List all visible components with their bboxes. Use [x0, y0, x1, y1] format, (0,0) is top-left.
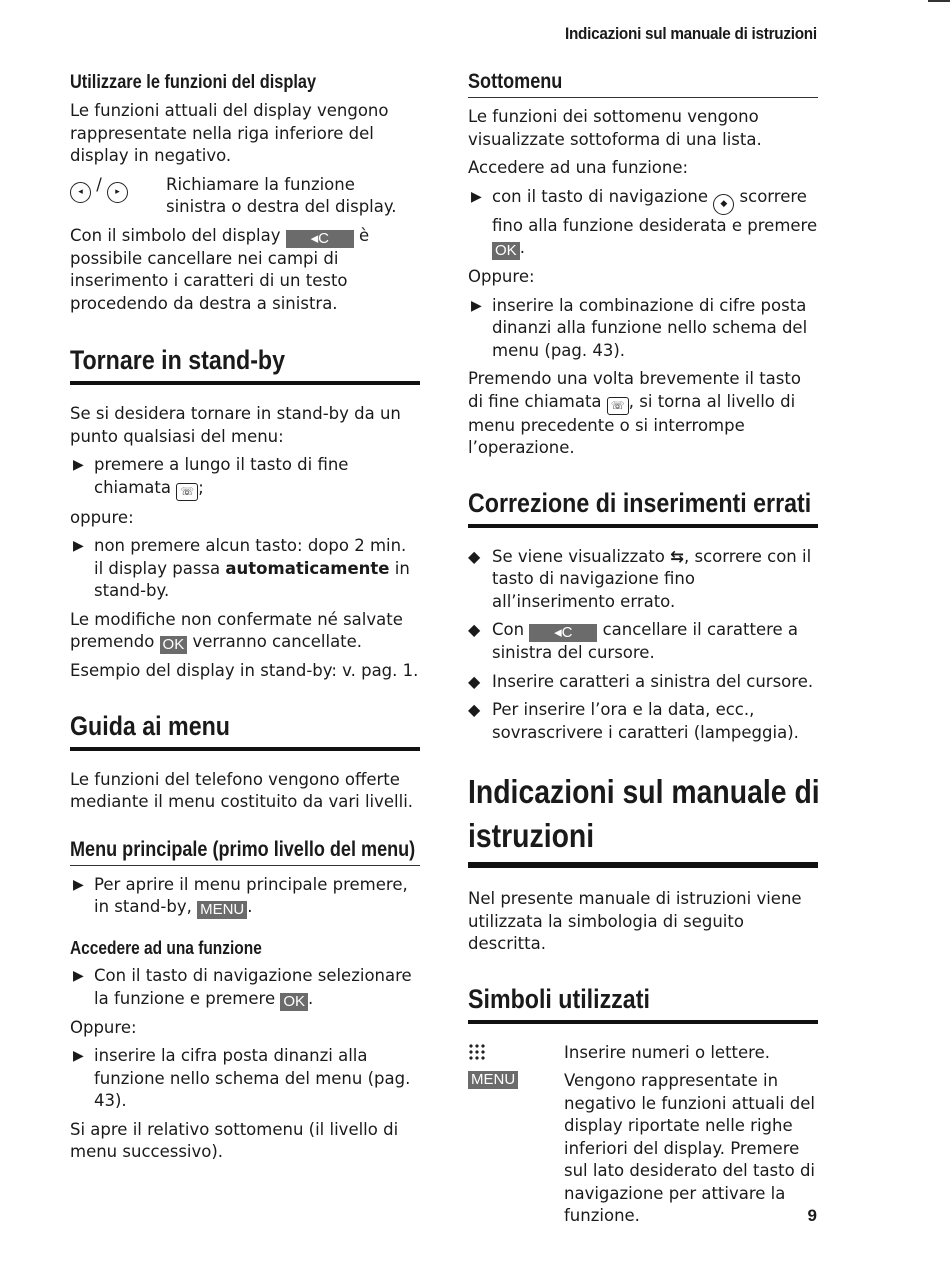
submenu-bullet-2	[468, 295, 818, 363]
end-call-key-icon: ☏	[176, 483, 198, 501]
symbol-menu-text: Vengono rappresentate in negativo le funzioni attuali del display riportate nelle righe inferiori del display. Premere sul lato desiderato del tasto di navigazione per attivare la funzione.	[564, 1071, 816, 1225]
ok-key-icon: OK	[160, 636, 188, 654]
submenu-b1-a: con il tasto di navigazione	[492, 186, 709, 206]
manual-heading-line-1: Indicazioni sul manuale di	[468, 773, 820, 810]
clear-key-icon: ◂C	[529, 624, 597, 642]
bullet-arrow-icon: ▶	[73, 538, 84, 554]
menu-guide-heading: Guida ai menu	[70, 709, 420, 751]
correction-b4-text: Per inserire l’ora e la data, ecc., sovrascrivere i caratteri (lampeggia).	[492, 700, 799, 742]
submenu-return-text	[468, 368, 818, 460]
main-menu-b1-end: .	[247, 897, 253, 916]
standby-b2-a: non premere alcun tasto: dopo 2 min. il display passa	[94, 536, 407, 578]
access-b1-end: .	[308, 988, 314, 1008]
menu-guide-intro: Le funzioni del telefono vengono offerte mediante il menu costituito da vari livelli.	[70, 769, 414, 811]
scroll-arrows-icon: ⇆	[670, 546, 684, 566]
page-number: 9	[807, 1206, 817, 1225]
standby-bullet-2	[70, 535, 420, 603]
return-text-b: , si torna al livello di menu precedente o si interrompe l’operazione.	[468, 391, 796, 457]
menu-key-icon: MENU	[468, 1071, 518, 1089]
correction-heading: Correzione di inserimenti errati	[468, 486, 818, 528]
symbol-row-keypad	[468, 1042, 818, 1065]
correction-bullet-2	[468, 619, 818, 665]
submenu-b1-end: .	[519, 238, 525, 257]
bullet-diamond-icon: ◆	[468, 671, 481, 691]
submenu-text-2: Accedere ad una funzione:	[468, 158, 689, 177]
main-menu-heading: Menu principale (primo livello del menu)	[70, 838, 420, 866]
submenu-bullet-1	[468, 186, 818, 261]
bullet-arrow-icon: ▶	[471, 297, 482, 314]
submenu-text-1: Le funzioni dei sottomenu vengono visualizzate sottoforma di una lista.	[468, 107, 762, 149]
display-functions-heading: Utilizzare le funzioni del display	[70, 72, 317, 93]
submenu-or: Oppure:	[468, 267, 535, 286]
standby-example: Esempio del display in stand-by: v. pag. 1.	[70, 661, 419, 680]
return-text-a: Premendo una volta brevemente il tasto di fine chiamata	[468, 369, 801, 411]
correction-b3-text: Inserire caratteri a sinistra del cursore.	[492, 671, 814, 691]
standby-b1-end: ;	[198, 477, 204, 497]
clear-text-a: Con il simbolo del display	[70, 225, 281, 245]
end-call-key-icon: ☏	[607, 397, 629, 415]
standby-modifications	[70, 609, 420, 655]
standby-heading: Tornare in stand-by	[70, 343, 420, 385]
standby-or: oppure:	[70, 507, 134, 527]
symbol-keypad-text: Inserire numeri o lettere.	[564, 1042, 770, 1062]
correction-b1-a: Se viene visualizzato	[492, 546, 665, 566]
clear-symbol-text	[70, 225, 420, 316]
access-or: Oppure:	[70, 1017, 137, 1037]
main-menu-bullet	[70, 874, 420, 920]
correction-bullet-4	[468, 699, 818, 744]
correction-bullet-1	[468, 546, 818, 614]
mod-text-a: Le modifiche non confermate né salvate premendo	[70, 609, 403, 651]
ok-key-icon: OK	[280, 993, 308, 1011]
standby-b2-bold: automaticamente	[225, 558, 390, 578]
standby-bullet-1	[70, 454, 420, 501]
bullet-arrow-icon: ▶	[73, 968, 84, 984]
correction-b2-b: cancellare il carattere a sinistra del cursore.	[492, 620, 799, 662]
symbols-heading: Simboli utilizzati	[468, 982, 818, 1024]
bullet-diamond-icon: ◆	[468, 546, 481, 566]
navigation-key-right-icon: ▸	[107, 182, 128, 203]
bullet-diamond-icon: ◆	[468, 700, 481, 719]
nav-keys-row	[70, 174, 420, 219]
navigation-key-left-icon: ◂	[70, 182, 91, 203]
main-menu-b1-text: Per aprire il menu principale premere, in stand-by,	[94, 874, 408, 916]
access-bullet-2	[70, 1045, 420, 1113]
ok-key-icon: OK	[492, 242, 520, 260]
submenu-opens-text: Si apre il relativo sottomenu (il livello di menu successivo).	[70, 1119, 399, 1161]
access-bullet-1	[70, 965, 420, 1011]
submenu-b1-b: scorrere fino alla funzione desiderata e premere	[492, 186, 818, 235]
bullet-arrow-icon: ▶	[471, 188, 482, 205]
right-column	[468, 70, 818, 1234]
bullet-diamond-icon: ◆	[468, 620, 481, 639]
access-b2-text: inserire la cifra posta dinanzi alla funzione nello schema del menu (pag. 43).	[94, 1046, 411, 1110]
correction-b1-b: , scorrere con il tasto di navigazione fino all’inserimento errato.	[492, 546, 812, 611]
left-column	[70, 70, 420, 1170]
manual-intro: Nel presente manuale di istruzioni viene utilizzata la simbologia di seguito descritta.	[468, 889, 802, 953]
manual-heading	[468, 770, 818, 868]
mod-text-b: verranno cancellate.	[192, 632, 363, 651]
symbol-row-menu	[468, 1070, 818, 1228]
access-function-heading: Accedere ad una funzione	[70, 938, 262, 958]
display-functions-text: Le funzioni attuali del display vengono rappresentate nella riga inferiore del display in negativo.	[70, 101, 389, 165]
clear-text-b: è possibile cancellare nei campi di inserimento i caratteri di un testo procedendo da destra a sinistra.	[70, 225, 370, 313]
bullet-arrow-icon: ▶	[73, 457, 84, 473]
access-b1-text: Con il tasto di navigazione selezionare la funzione e premere	[94, 966, 412, 1008]
running-header: Indicazioni sul manuale di istruzioni	[565, 24, 817, 43]
nav-keys-group	[70, 174, 128, 203]
correction-b2-a: Con	[492, 620, 525, 639]
submenu-b2-text: inserire la combinazione di cifre posta dinanzi alla funzione nello schema del menu (pag. 43).	[492, 295, 808, 360]
page-corner-mark	[928, 0, 950, 2]
bullet-arrow-icon: ▶	[73, 1048, 84, 1064]
standby-b1-text: premere a lungo il tasto di fine chiamata	[94, 455, 349, 497]
manual-heading-line-2: istruzioni	[468, 817, 595, 854]
keypad-icon	[468, 1043, 486, 1061]
standby-b2-c: in stand-by.	[94, 558, 410, 600]
correction-bullet-3	[468, 671, 818, 694]
navigation-key-icon: ◆	[713, 194, 734, 215]
standby-intro: Se si desidera tornare in stand-by da un punto qualsiasi del menu:	[70, 404, 401, 446]
bullet-arrow-icon: ▶	[73, 876, 84, 893]
submenu-heading: Sottomenu	[468, 70, 818, 98]
menu-key-icon: MENU	[197, 901, 247, 919]
nav-keys-text: Richiamare la funzione sinistra o destra del display.	[166, 174, 397, 216]
nav-separator: /	[96, 174, 102, 194]
clear-key-icon: ◂C	[286, 230, 354, 248]
